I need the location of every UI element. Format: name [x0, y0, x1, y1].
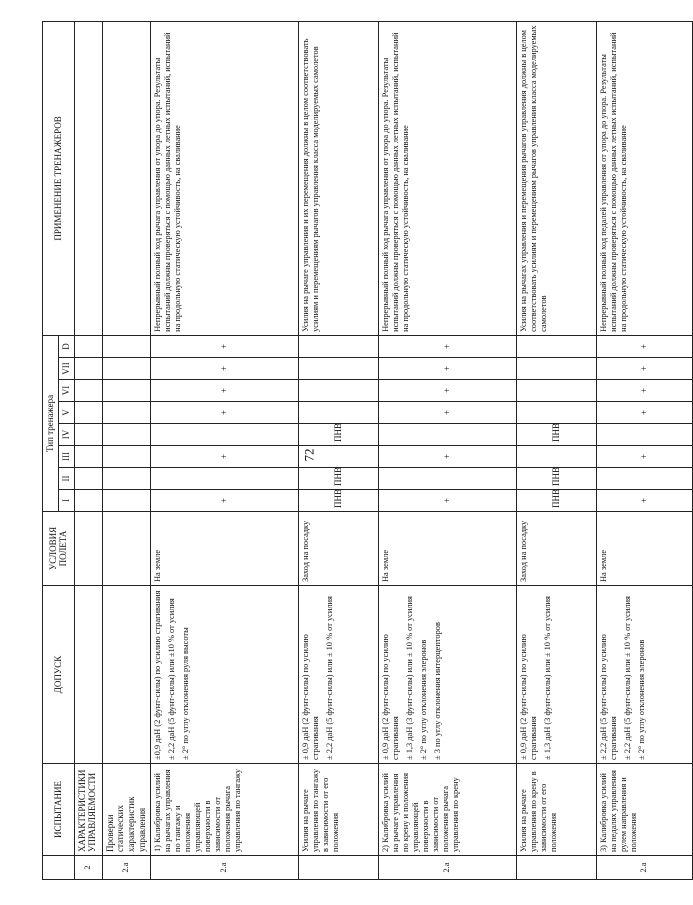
- sim-type-mark: +: [150, 335, 298, 357]
- sim-type-mark: [516, 358, 596, 380]
- sim-type-mark: +: [378, 358, 516, 380]
- tolerance-cell: [516, 586, 596, 764]
- type-header-6: VI: [58, 380, 74, 402]
- sim-type-mark: [298, 335, 378, 357]
- row-number: 2.a: [150, 856, 298, 880]
- tolerance-line: ± 2,2 даН (5 фунт-силы) по усилию страгивания: [598, 634, 618, 760]
- sim-type-mark: [74, 446, 102, 468]
- application-text: [74, 21, 102, 335]
- sim-type-mark: +: [378, 335, 516, 357]
- sim-type-mark: [516, 380, 596, 402]
- sim-type-mark: ПНВ: [298, 468, 378, 490]
- simulator-requirements-table: [42, 21, 693, 880]
- tolerance-line: ± 1,3 даН (3 фунт-силы) или ± 10 % от усилия: [404, 596, 414, 760]
- table-row: [596, 21, 692, 879]
- flight-conditions: [102, 512, 150, 586]
- sim-type-mark: [298, 358, 378, 380]
- tolerance-line: ± 2,2 даН (5 фунт-силы) или ± 10 % от усилия: [324, 596, 334, 760]
- sim-type-mark: [74, 358, 102, 380]
- type-header-1: I: [58, 490, 74, 512]
- tolerance-line: ± 0,9 даН (2 фунт-силы) по усилию страгивания: [380, 634, 400, 760]
- test-name: Усилия на рычаге управления по крену в зависимости от его положения: [516, 764, 596, 856]
- flight-conditions: Заход на посадку: [298, 512, 378, 586]
- row-number: [298, 856, 378, 880]
- sim-type-mark: [102, 380, 150, 402]
- test-name: ХАРАКТЕРИСТИКИ УПРАВЛЯЕМОСТИ: [74, 764, 102, 856]
- sim-type-mark: +: [596, 335, 692, 357]
- tolerance-line: ± 1,3 даН (3 фунт-силы) или ± 10 % от усилия: [542, 596, 552, 760]
- sim-type-mark: [74, 402, 102, 424]
- header-no: [43, 856, 75, 880]
- rotated-table-wrapper: [42, 22, 649, 880]
- sim-type-mark: [102, 468, 150, 490]
- sim-type-mark: ПНВ: [298, 490, 378, 512]
- sim-type-mark: [74, 490, 102, 512]
- tolerance-line: ± 0,9 даН (2 фунт-силы) по усилию страгивания: [300, 634, 320, 760]
- tolerance-line: ± 2° по углу отклонения элеронов: [419, 639, 429, 760]
- sim-type-mark: [102, 446, 150, 468]
- sim-type-mark: +: [378, 446, 516, 468]
- sim-type-mark: +: [150, 446, 298, 468]
- test-name: Проверки статических характеристик управления: [102, 764, 150, 856]
- header-test: ИСПЫТАНИЕ: [43, 764, 75, 856]
- sim-type-mark: ПНВ: [516, 490, 596, 512]
- application-text: Непрерывный полный ход педалей управления от упора до упора. Результаты испытаний должны проверяться с помощью данных летных испытаний, испытаний на продольную статическую устойчивость, на сваливание: [596, 21, 692, 335]
- type-header-8: D: [58, 335, 74, 357]
- page-number: 72: [301, 448, 317, 462]
- sim-type-mark: [74, 335, 102, 357]
- tolerance-line: ± 2° по углу отклонения элеронов: [637, 639, 647, 760]
- tolerance-line: ± 2,2 даН (5 фунт-силы) или ± 10 % от усилия: [622, 596, 632, 760]
- sim-type-mark: [596, 424, 692, 446]
- application-text: Непрерывный полный ход рычага управления от упора до упора. Результаты испытаний должны проверяться с помощью данных летных испытаний, испытаний на продольную статическую устойчивость, на сваливание: [150, 21, 298, 335]
- tolerance-line: ±0,9 даН (2 фунт-силы) по усилию страгивания: [152, 590, 162, 760]
- table-row: [150, 21, 298, 879]
- sim-type-mark: +: [596, 446, 692, 468]
- sim-type-mark: ПНВ: [298, 424, 378, 446]
- sim-type-mark: [378, 468, 516, 490]
- sim-type-mark: +: [150, 402, 298, 424]
- flight-conditions: [74, 512, 102, 586]
- sim-type-mark: [102, 490, 150, 512]
- sim-type-mark: [102, 335, 150, 357]
- header-sim-type: Тип тренажера: [43, 335, 59, 511]
- sim-type-mark: ПНВ: [516, 468, 596, 490]
- tolerance-cell: [596, 586, 692, 764]
- sim-type-mark: +: [378, 490, 516, 512]
- application-text: Усилия на рычаге управления и их перемещения должны в целом соответствовать усилиям и перемещениям рычагов управления класса моделируемых самолетов: [298, 21, 378, 335]
- sim-type-mark: [298, 380, 378, 402]
- sim-type-mark: [74, 424, 102, 446]
- application-text: Усилия на рычагах управления и перемещения рычагов управления должны в целом соответствовать усилиям и перемещениям рычагов управления класса моделируемых самолетов: [516, 21, 596, 335]
- sim-type-mark: +: [150, 380, 298, 402]
- sim-type-mark: [516, 335, 596, 357]
- row-number: 2.a: [596, 856, 692, 880]
- header-conditions: УСЛОВИЯ ПОЛЕТА: [43, 512, 75, 586]
- row-number: 2.a: [378, 856, 516, 880]
- table-body: [74, 21, 692, 879]
- tolerance-cell: [74, 586, 102, 764]
- application-text: [102, 21, 150, 335]
- tolerance-line: ± 3 по углу отклонения интерцепторов: [433, 622, 443, 760]
- type-header-3: III: [58, 446, 74, 468]
- row-number: 2: [74, 856, 102, 880]
- type-header-2: II: [58, 468, 74, 490]
- sim-type-mark: +: [378, 402, 516, 424]
- table-row: [298, 21, 378, 879]
- sim-type-mark: [516, 446, 596, 468]
- table-row: [516, 21, 596, 879]
- sim-type-mark: [102, 358, 150, 380]
- type-header-5: V: [58, 402, 74, 424]
- sim-type-mark: [516, 402, 596, 424]
- sim-type-mark: [102, 402, 150, 424]
- sim-type-mark: +: [378, 380, 516, 402]
- flight-conditions: На земле: [596, 512, 692, 586]
- flight-conditions: На земле: [150, 512, 298, 586]
- tolerance-line: ± 0,9 даН (2 фунт-силы) по усилию страгивания: [518, 634, 538, 760]
- sim-type-mark: +: [150, 490, 298, 512]
- sim-type-mark: +: [596, 402, 692, 424]
- header-application: ПРИМЕНЕНИЕ ТРЕНАЖЕРОВ: [43, 21, 75, 335]
- flight-conditions: На земле: [378, 512, 516, 586]
- flight-conditions: Заход на посадку: [516, 512, 596, 586]
- sim-type-mark: [298, 402, 378, 424]
- row-number: 2.a: [102, 856, 150, 880]
- type-header-7: VII: [58, 358, 74, 380]
- sim-type-mark: +: [150, 358, 298, 380]
- sim-type-mark: [378, 424, 516, 446]
- sim-type-mark: [74, 380, 102, 402]
- tolerance-line: ± 2° по углу отклонения руля высоты: [180, 627, 190, 760]
- tolerance-cell: [378, 586, 516, 764]
- table-row: [74, 21, 102, 879]
- tolerance-cell: [102, 586, 150, 764]
- row-number: [516, 856, 596, 880]
- sim-type-mark: [102, 424, 150, 446]
- header-tolerance: ДОПУСК: [43, 586, 75, 764]
- table-row: [378, 21, 516, 879]
- application-text: Непрерывный полный ход рычага управления от упора до упора. Результаты испытаний должны проверяться с помощью данных летных испытаний, испытаний на продольную статическую устойчивость, на сваливание: [378, 21, 516, 335]
- sim-type-mark: +: [596, 380, 692, 402]
- sim-type-mark: +: [596, 358, 692, 380]
- table-row: [102, 21, 150, 879]
- sim-type-mark: ПНВ: [516, 424, 596, 446]
- test-name: 1) Калибровка усилий на рычагах управления по тангажу и положения управляющей поверхности в зависимости от положения рычага управления по тангажу: [150, 764, 298, 856]
- sim-type-mark: [596, 468, 692, 490]
- sim-type-mark: [150, 424, 298, 446]
- test-name: 2) Калибровка усилий на рычаге управления по крену и положения управляющей поверхности в зависимости от положения рычага управления по крену: [378, 764, 516, 856]
- tolerance-cell: [298, 586, 378, 764]
- tolerance-line: ± 2,2 даН (5 фунт-силы) или ±10 % от усилия: [166, 598, 176, 760]
- sim-type-mark: [150, 468, 298, 490]
- sim-type-mark: [298, 446, 378, 468]
- sim-type-mark: +: [596, 490, 692, 512]
- type-header-4: IV: [58, 424, 74, 446]
- test-name: Усилия на рычаге управления по тангажу в зависимости от его положения: [298, 764, 378, 856]
- sim-type-mark: [74, 468, 102, 490]
- tolerance-cell: [150, 586, 298, 764]
- test-name: 3) Калибровка усилий на педалях управления рулем направления и положения: [596, 764, 692, 856]
